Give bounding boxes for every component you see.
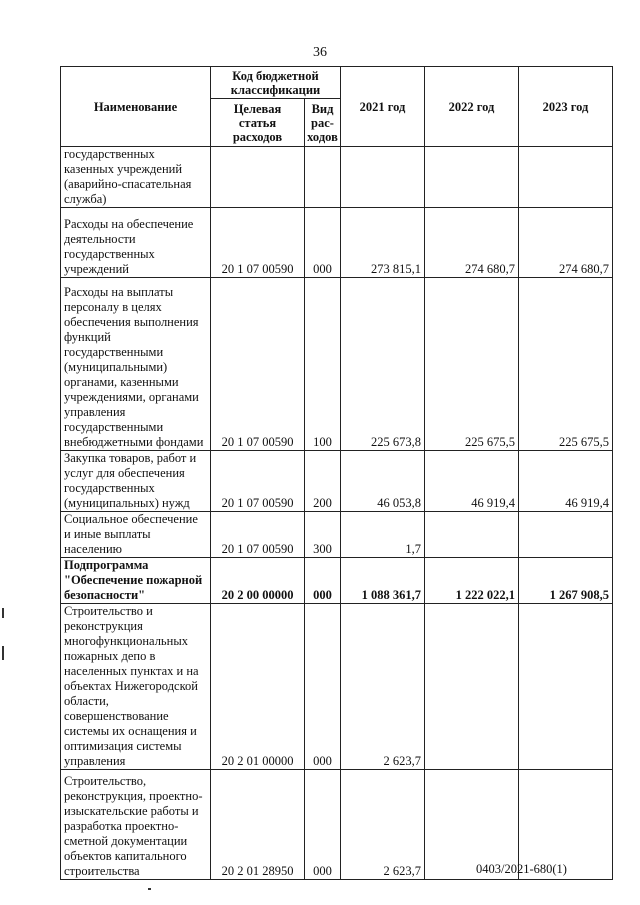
cell-y2023: 1 267 908,5 bbox=[519, 558, 613, 604]
cell-y2023 bbox=[519, 604, 613, 770]
cell-vid: 000 bbox=[305, 604, 341, 770]
cell-vid: 000 bbox=[305, 208, 341, 278]
table-row bbox=[61, 278, 613, 451]
cell-y2021: 273 815,1 bbox=[341, 208, 425, 278]
cell-y2023: 225 675,5 bbox=[519, 278, 613, 451]
budget-table bbox=[60, 66, 613, 880]
cell-name: Расходы на выплаты персоналу в целях обеспечения выполнения функций государственными (муниципальными) органами, казенными учреждениями, органами управления государственными внебюджетными фондами bbox=[61, 278, 211, 451]
header-target-item: Целевая статья расходов bbox=[211, 99, 305, 147]
cell-code bbox=[211, 147, 305, 208]
cell-y2021: 46 053,8 bbox=[341, 451, 425, 512]
cell-name: Подпрограмма "Обеспечение пожарной безопасности" bbox=[61, 558, 211, 604]
cell-y2021: 225 673,8 bbox=[341, 278, 425, 451]
cell-y2021: 2 623,7 bbox=[341, 770, 425, 880]
cell-name: Расходы на обеспечение деятельности государственных учреждений bbox=[61, 208, 211, 278]
margin-mark bbox=[2, 608, 4, 618]
cell-y2022: 225 675,5 bbox=[425, 278, 519, 451]
table-row bbox=[61, 147, 613, 208]
margin-mark bbox=[148, 888, 151, 890]
header-name: Наименование bbox=[61, 67, 211, 147]
cell-vid: 000 bbox=[305, 770, 341, 880]
cell-vid: 300 bbox=[305, 512, 341, 558]
cell-code: 20 2 01 00000 bbox=[211, 604, 305, 770]
table-row bbox=[61, 512, 613, 558]
cell-code: 20 1 07 00590 bbox=[211, 278, 305, 451]
cell-y2023: 46 919,4 bbox=[519, 451, 613, 512]
margin-mark bbox=[2, 646, 4, 660]
table-body bbox=[61, 147, 613, 880]
cell-name: Строительство и реконструкция многофункциональных пожарных депо в населенных пунктах и на объектах Нижегородской области, совершенствование системы их оснащения и оптимизация системы управления bbox=[61, 604, 211, 770]
cell-y2022 bbox=[425, 604, 519, 770]
cell-y2023 bbox=[519, 147, 613, 208]
cell-vid: 000 bbox=[305, 558, 341, 604]
document-code: 0403/2021-680(1) bbox=[476, 862, 567, 876]
header-2023: 2023 год bbox=[519, 67, 613, 147]
cell-y2022: 46 919,4 bbox=[425, 451, 519, 512]
cell-vid bbox=[305, 147, 341, 208]
page-number: 36 bbox=[313, 45, 327, 60]
cell-y2021: 2 623,7 bbox=[341, 604, 425, 770]
cell-code: 20 1 07 00590 bbox=[211, 451, 305, 512]
table-row bbox=[61, 558, 613, 604]
table-row bbox=[61, 208, 613, 278]
cell-y2022 bbox=[425, 512, 519, 558]
cell-y2023: 274 680,7 bbox=[519, 208, 613, 278]
cell-y2022 bbox=[425, 147, 519, 208]
header-expense-type: Вид рас-ходов bbox=[305, 99, 341, 147]
cell-code: 20 1 07 00590 bbox=[211, 208, 305, 278]
header-2022: 2022 год bbox=[425, 67, 519, 147]
cell-vid: 200 bbox=[305, 451, 341, 512]
table-row bbox=[61, 604, 613, 770]
cell-y2021: 1 088 361,7 bbox=[341, 558, 425, 604]
cell-y2021 bbox=[341, 147, 425, 208]
cell-name: Закупка товаров, работ и услуг для обеспечения государственных (муниципальных) нужд bbox=[61, 451, 211, 512]
cell-y2022: 1 222 022,1 bbox=[425, 558, 519, 604]
table-row bbox=[61, 451, 613, 512]
cell-y2021: 1,7 bbox=[341, 512, 425, 558]
cell-y2023 bbox=[519, 512, 613, 558]
cell-vid: 100 bbox=[305, 278, 341, 451]
cell-name: государственных казенных учреждений (аварийно-спасательная служба) bbox=[61, 147, 211, 208]
header-code-group: Код бюджетной классификации bbox=[211, 67, 341, 99]
cell-y2022: 274 680,7 bbox=[425, 208, 519, 278]
cell-name: Социальное обеспечение и иные выплаты населению bbox=[61, 512, 211, 558]
cell-code: 20 2 01 28950 bbox=[211, 770, 305, 880]
header-2021: 2021 год bbox=[341, 67, 425, 147]
cell-code: 20 2 00 00000 bbox=[211, 558, 305, 604]
cell-name: Строительство, реконструкция, проектно-изыскательские работы и разработка проектно-сметной документации объектов капитального строительства bbox=[61, 770, 211, 880]
cell-code: 20 1 07 00590 bbox=[211, 512, 305, 558]
